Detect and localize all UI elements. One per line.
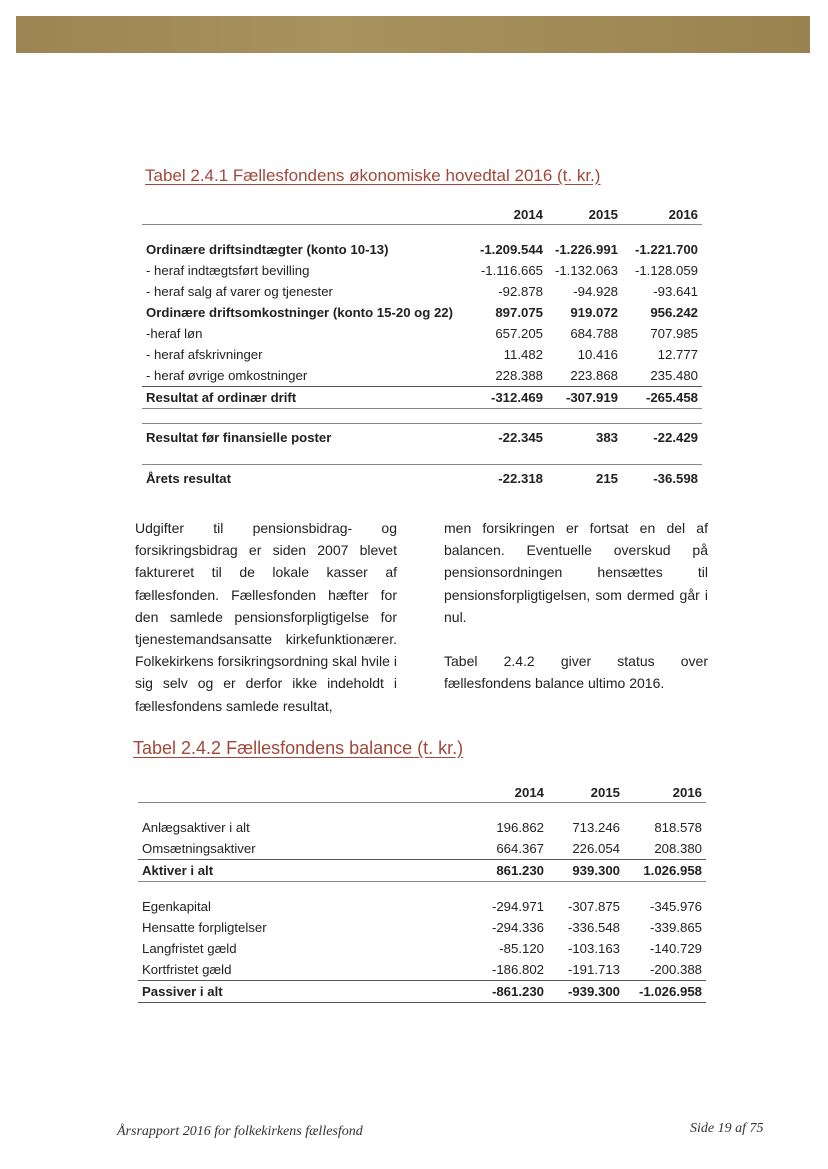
cell: -1.132.063 bbox=[554, 263, 618, 278]
cell: 196.862 bbox=[496, 820, 544, 835]
table-row-total bbox=[142, 465, 702, 492]
cell: -307.919 bbox=[547, 387, 622, 409]
table-row bbox=[138, 896, 706, 917]
cell: -191.713 bbox=[567, 962, 620, 977]
row-label: - heraf indtægtsført bevilling bbox=[146, 263, 310, 278]
cell: -861.230 bbox=[468, 981, 548, 1003]
cell: 226.054 bbox=[572, 841, 620, 856]
cell: 664.367 bbox=[496, 841, 544, 856]
cell: 713.246 bbox=[572, 820, 620, 835]
cell: 939.300 bbox=[548, 860, 624, 882]
table2-year-2016: 2016 bbox=[624, 778, 706, 803]
table2-title: Tabel 2.4.2 Fællesfondens balance (t. kr.) bbox=[133, 738, 464, 758]
cell: 235.480 bbox=[650, 368, 698, 383]
table1-header-row bbox=[142, 200, 702, 225]
table-row bbox=[138, 817, 706, 838]
table2-year-2014: 2014 bbox=[468, 778, 548, 803]
header-band bbox=[16, 16, 810, 53]
row-label: Ordinære driftsindtægter (konto 10-13) bbox=[146, 242, 389, 257]
table-row bbox=[138, 938, 706, 959]
cell: -92.878 bbox=[498, 284, 543, 299]
cell: 707.985 bbox=[650, 326, 698, 341]
cell: -1.226.991 bbox=[554, 242, 618, 257]
table1-year-2015: 2015 bbox=[547, 200, 622, 225]
cell: -1.128.059 bbox=[634, 263, 698, 278]
cell: -1.221.700 bbox=[634, 242, 698, 257]
table2 bbox=[138, 778, 706, 1003]
table-row bbox=[142, 302, 702, 323]
body-text-right bbox=[444, 517, 708, 694]
cell: -294.336 bbox=[491, 920, 544, 935]
cell: 215 bbox=[547, 465, 622, 492]
table1-header-label bbox=[142, 200, 467, 225]
table-row bbox=[142, 260, 702, 281]
row-label: - heraf øvrige omkostninger bbox=[146, 368, 308, 383]
cell: 223.868 bbox=[570, 368, 618, 383]
cell: -85.120 bbox=[499, 941, 544, 956]
row-label: Kortfristet gæld bbox=[142, 962, 232, 977]
cell: 11.482 bbox=[503, 347, 543, 362]
row-label: Langfristet gæld bbox=[142, 941, 237, 956]
paragraph: men forsikringen er fortsat en del af balancen. Eventuelle overskud på pensionsordningen hensættes til pensionsforpligtigelsen, som dermed går i nul. bbox=[444, 520, 708, 625]
cell: -1.209.544 bbox=[479, 242, 543, 257]
cell: 956.242 bbox=[650, 305, 698, 320]
body-text-left bbox=[135, 517, 397, 717]
cell: 208.380 bbox=[654, 841, 702, 856]
cell: -94.928 bbox=[573, 284, 618, 299]
cell: -186.802 bbox=[491, 962, 544, 977]
table1-year-2016: 2016 bbox=[622, 200, 702, 225]
row-label: Hensatte forpligtelser bbox=[142, 920, 267, 935]
cell: -345.976 bbox=[649, 899, 702, 914]
footer-report-title: Årsrapport 2016 for folkekirkens fællesfond bbox=[117, 1124, 363, 1139]
row-label: Resultat af ordinær drift bbox=[142, 387, 467, 409]
cell: -93.641 bbox=[653, 284, 698, 299]
cell: 228.388 bbox=[495, 368, 543, 383]
row-label: Anlægsaktiver i alt bbox=[142, 820, 250, 835]
table-row-total bbox=[142, 387, 702, 409]
cell: -103.163 bbox=[567, 941, 620, 956]
cell: 12.777 bbox=[657, 347, 698, 362]
row-label: Årets resultat bbox=[142, 465, 467, 492]
cell: -307.875 bbox=[567, 899, 620, 914]
cell: -339.865 bbox=[649, 920, 702, 935]
table-row bbox=[142, 281, 702, 302]
paragraph: Udgifter til pensionsbidrag- og forsikringsbidrag er siden 2007 blevet faktureret til de lokale kasser af fællesfonden. Fællesfonden hæfter for den samlede pensionsforpligtigelse for tjenestemandsansatte kirkefunktionærer. Folkekirkens forsikringsordning skal hvile i sig selv og er derfor ikke indeholdt i fællesfondens samlede resultat, bbox=[135, 520, 397, 714]
cell: 897.075 bbox=[495, 305, 543, 320]
table1-title: Tabel 2.4.1 Fællesfondens økonomiske hovedtal 2016 (t. kr.) bbox=[145, 166, 601, 185]
cell: -265.458 bbox=[622, 387, 702, 409]
cell: 657.205 bbox=[495, 326, 543, 341]
cell: -294.971 bbox=[491, 899, 544, 914]
table2-year-2015: 2015 bbox=[548, 778, 624, 803]
cell: -312.469 bbox=[467, 387, 547, 409]
cell: -36.598 bbox=[622, 465, 702, 492]
cell: 1.026.958 bbox=[624, 860, 706, 882]
cell: 684.788 bbox=[570, 326, 618, 341]
table-row-total bbox=[138, 981, 706, 1003]
cell: -1.116.665 bbox=[480, 263, 543, 278]
row-label: Egenkapital bbox=[142, 899, 211, 914]
row-label: - heraf salg af varer og tjenester bbox=[146, 284, 333, 299]
table2-header-row bbox=[138, 778, 706, 803]
row-label: Omsætningsaktiver bbox=[142, 841, 256, 856]
row-label: -heraf løn bbox=[146, 326, 203, 341]
cell: -939.300 bbox=[548, 981, 624, 1003]
row-label: Resultat før finansielle poster bbox=[142, 424, 467, 451]
row-label: - heraf afskrivninger bbox=[146, 347, 263, 362]
cell: -140.729 bbox=[649, 941, 702, 956]
table1 bbox=[142, 200, 702, 491]
row-label: Aktiver i alt bbox=[138, 860, 468, 882]
cell: -22.429 bbox=[622, 424, 702, 451]
cell: 10.416 bbox=[577, 347, 618, 362]
table-row bbox=[138, 838, 706, 860]
table-row-total bbox=[142, 424, 702, 451]
table-row bbox=[142, 365, 702, 387]
cell: -200.388 bbox=[649, 962, 702, 977]
footer-page-number: Side 19 af 75 bbox=[690, 1121, 764, 1136]
cell: -22.318 bbox=[467, 465, 547, 492]
cell: -336.548 bbox=[567, 920, 620, 935]
table1-year-2014: 2014 bbox=[467, 200, 547, 225]
table-row bbox=[138, 959, 706, 981]
paragraph: Tabel 2.4.2 giver status over fællesfondens balance ultimo 2016. bbox=[444, 653, 708, 692]
row-label: Passiver i alt bbox=[138, 981, 468, 1003]
cell: 818.578 bbox=[654, 820, 702, 835]
table-row-total bbox=[138, 860, 706, 882]
cell: 919.072 bbox=[570, 305, 618, 320]
table-row bbox=[142, 344, 702, 365]
row-label: Ordinære driftsomkostninger (konto 15-20 og 22) bbox=[146, 305, 454, 320]
cell: 861.230 bbox=[468, 860, 548, 882]
table-row bbox=[138, 917, 706, 938]
cell: -1.026.958 bbox=[624, 981, 706, 1003]
cell: -22.345 bbox=[467, 424, 547, 451]
table-row bbox=[142, 323, 702, 344]
cell: 383 bbox=[547, 424, 622, 451]
table-row bbox=[142, 239, 702, 260]
table2-header-label bbox=[138, 778, 468, 803]
